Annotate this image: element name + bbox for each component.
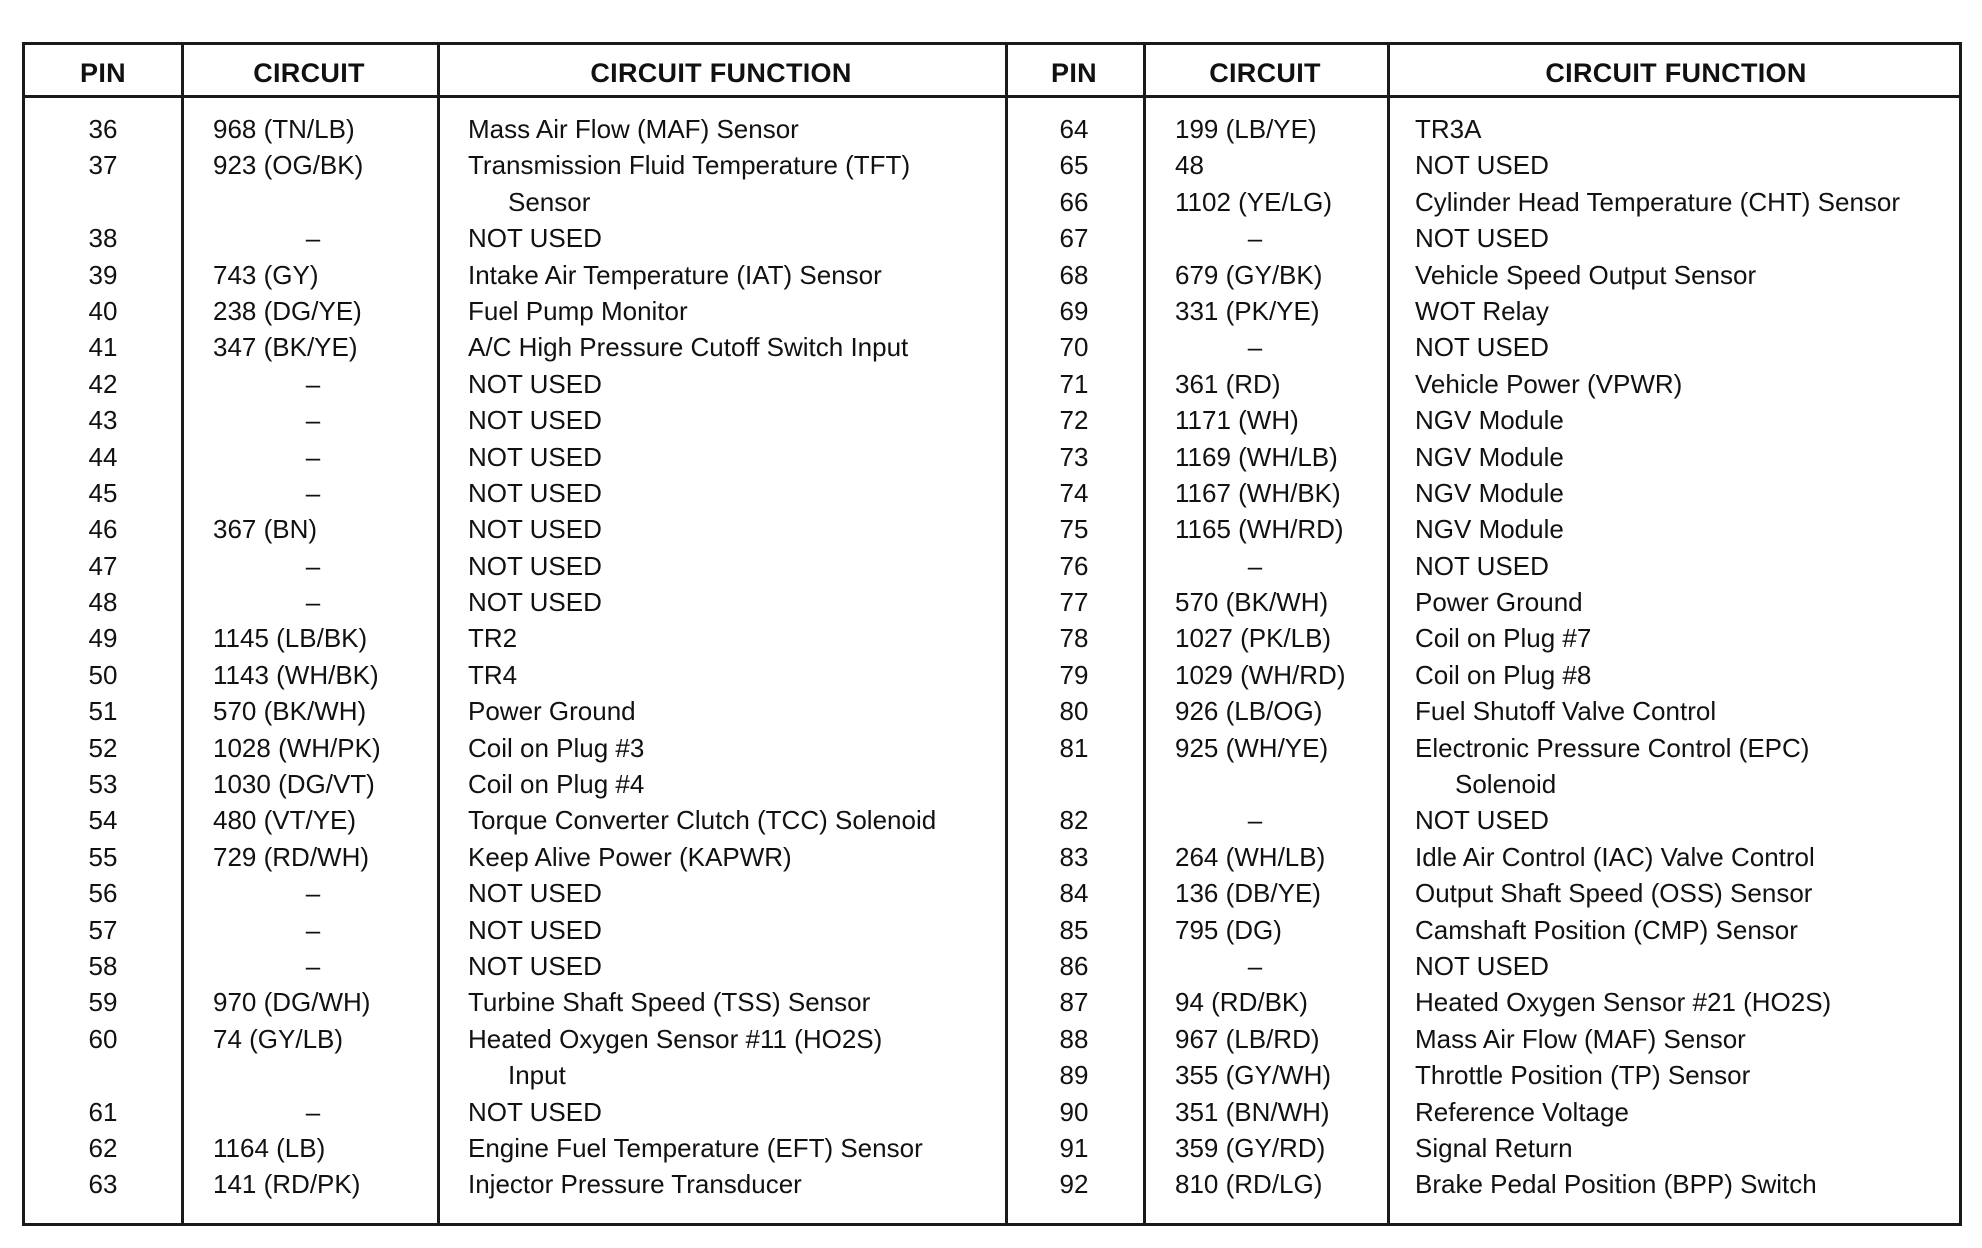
- table-row: [25, 548, 1005, 584]
- circuit-function: [1415, 184, 1900, 220]
- circuit-function-text: NOT USED: [468, 951, 602, 981]
- circuit-function-continuation: Sensor: [508, 186, 591, 217]
- circuit-function: [468, 1021, 882, 1094]
- table-row: [25, 839, 1005, 875]
- circuit-code: 923 (OG/BK): [213, 150, 364, 181]
- circuit-function: [1415, 329, 1549, 365]
- pin-number: 57: [88, 914, 118, 945]
- table-row: [1005, 620, 1965, 656]
- circuit-function: [1415, 984, 1831, 1020]
- pin-number: 72: [1059, 405, 1089, 436]
- table-row: [25, 475, 1005, 511]
- table-header: [25, 45, 1959, 95]
- table-row: [1005, 329, 1965, 365]
- table-row: [1005, 730, 1965, 803]
- left-column-body: [25, 111, 1005, 1203]
- circuit-code: 795 (DG): [1175, 914, 1282, 945]
- table-row: [1005, 475, 1965, 511]
- circuit-function: [468, 329, 908, 365]
- table-row: [25, 657, 1005, 693]
- circuit-function: [468, 984, 870, 1020]
- pin-number: 41: [88, 332, 118, 363]
- circuit-function: [1415, 657, 1591, 693]
- circuit-function-text: WOT Relay: [1415, 295, 1549, 326]
- circuit-function-text: NOT USED: [468, 405, 602, 436]
- table-row: [1005, 912, 1965, 948]
- circuit-function: [1415, 147, 1549, 183]
- pin-number: 70: [1059, 332, 1089, 363]
- circuit-code: 968 (TN/LB): [213, 114, 355, 144]
- circuit-code: 570 (BK/WH): [213, 696, 367, 727]
- circuit-function-text: Brake Pedal Position (BPP) Switch: [1415, 1169, 1817, 1200]
- table-row: [25, 766, 1005, 802]
- circuit-function-text: NGV Module: [1415, 477, 1564, 508]
- pin-number: 74: [1059, 477, 1089, 508]
- circuit-function: [468, 402, 602, 438]
- pin-number: 45: [88, 477, 118, 508]
- pin-circuit-table: [22, 42, 1962, 1226]
- circuit-code: 925 (WH/YE): [1175, 732, 1329, 763]
- circuit-code: 743 (GY): [213, 259, 319, 290]
- circuit-function-text: Output Shaft Speed (OSS) Sensor: [1415, 878, 1813, 909]
- circuit-code: 1028 (WH/PK): [213, 732, 381, 763]
- table-row: [25, 147, 1005, 220]
- pin-number: 73: [1059, 441, 1089, 472]
- circuit-function: [1415, 220, 1549, 256]
- circuit-code: 1027 (PK/LB): [1175, 623, 1332, 654]
- circuit-function: [1415, 257, 1756, 293]
- pin-number: 78: [1059, 623, 1089, 654]
- table-row: [25, 693, 1005, 729]
- table-row: [1005, 657, 1965, 693]
- circuit-code: 359 (GY/RD): [1175, 1132, 1326, 1163]
- circuit-function-text: NOT USED: [468, 1096, 602, 1127]
- circuit-code: 729 (RD/WH): [213, 841, 370, 872]
- circuit-function-text: NOT USED: [1415, 550, 1549, 581]
- header-circuit-right: CIRCUIT: [1209, 58, 1321, 88]
- circuit-code: 679 (GY/BK): [1175, 259, 1323, 290]
- circuit-function: [468, 293, 688, 329]
- table-row: [25, 111, 1005, 147]
- circuit-code: –: [305, 914, 321, 945]
- circuit-function-text: Throttle Position (TP) Sensor: [1415, 1060, 1751, 1091]
- pin-number: 67: [1059, 223, 1089, 254]
- pin-number: 51: [88, 696, 118, 727]
- pin-number: 66: [1059, 186, 1089, 217]
- pin-number: 71: [1059, 368, 1089, 399]
- circuit-code: 355 (GY/WH): [1175, 1060, 1332, 1091]
- table-row: [1005, 875, 1965, 911]
- circuit-code: 570 (BK/WH): [1175, 587, 1329, 618]
- table-row: [25, 366, 1005, 402]
- circuit-function: [1415, 912, 1798, 948]
- circuit-function: [1415, 111, 1481, 147]
- circuit-function-text: NOT USED: [468, 477, 602, 508]
- circuit-code: 361 (RD): [1175, 368, 1281, 399]
- table-row: [25, 912, 1005, 948]
- circuit-function: [1415, 475, 1564, 511]
- circuit-function: [1415, 511, 1564, 547]
- circuit-code: –: [305, 223, 321, 254]
- table-row: [1005, 184, 1965, 220]
- circuit-code: 1167 (WH/BK): [1175, 477, 1341, 508]
- pin-number: 84: [1059, 878, 1089, 909]
- circuit-code: 74 (GY/LB): [213, 1023, 344, 1054]
- circuit-function-text: Idle Air Control (IAC) Valve Control: [1415, 841, 1815, 872]
- circuit-function: [1415, 366, 1682, 402]
- circuit-function-text: NGV Module: [1415, 514, 1564, 545]
- table-row: [1005, 439, 1965, 475]
- circuit-function-text: NOT USED: [468, 368, 602, 399]
- pin-number: 42: [88, 368, 118, 399]
- table-row: [25, 329, 1005, 365]
- circuit-code: 48: [1175, 150, 1204, 181]
- circuit-function-text: NOT USED: [468, 878, 602, 909]
- circuit-function: [1415, 439, 1564, 475]
- circuit-function: [1415, 620, 1591, 656]
- pin-number: 58: [88, 951, 118, 981]
- pin-number: 38: [88, 223, 118, 254]
- circuit-code: 1143 (WH/BK): [213, 659, 379, 690]
- header-function-right: CIRCUIT FUNCTION: [1545, 58, 1807, 88]
- circuit-function: [468, 802, 936, 838]
- circuit-code: 1165 (WH/RD): [1175, 514, 1344, 545]
- circuit-function: [1415, 548, 1549, 584]
- header-pin-left: PIN: [80, 58, 126, 88]
- header-pin-right: PIN: [1051, 58, 1097, 88]
- pin-number: 90: [1059, 1096, 1089, 1127]
- circuit-code: 1030 (DG/VT): [213, 769, 375, 800]
- circuit-function: [1415, 584, 1583, 620]
- circuit-function: [468, 366, 602, 402]
- circuit-function: [1415, 948, 1549, 984]
- circuit-code: –: [305, 477, 321, 508]
- circuit-function: [1415, 730, 1809, 803]
- table-row: [1005, 1130, 1965, 1166]
- table-row: [1005, 511, 1965, 547]
- circuit-function-text: Engine Fuel Temperature (EFT) Sensor: [468, 1132, 923, 1163]
- pin-number: 76: [1059, 550, 1089, 581]
- pin-number: 75: [1059, 514, 1089, 545]
- circuit-function-text: Keep Alive Power (KAPWR): [468, 841, 792, 872]
- circuit-function: [468, 439, 602, 475]
- circuit-code: 1169 (WH/LB): [1175, 441, 1338, 472]
- circuit-function: [468, 147, 910, 220]
- pin-number: 77: [1059, 587, 1089, 618]
- circuit-function-text: Electronic Pressure Control (EPC): [1415, 732, 1810, 763]
- circuit-code: 331 (PK/YE): [1175, 295, 1320, 326]
- pin-number: 53: [88, 769, 118, 800]
- pin-number: 36: [88, 114, 118, 144]
- circuit-code: –: [1247, 951, 1263, 981]
- table-row: [25, 1021, 1005, 1094]
- right-column-body: [1005, 111, 1965, 1203]
- circuit-function: [468, 220, 602, 256]
- header-divider: [25, 95, 1959, 98]
- pin-number: 60: [88, 1023, 118, 1054]
- pin-number: 79: [1059, 659, 1089, 690]
- circuit-code: –: [305, 1096, 321, 1127]
- table-row: [25, 584, 1005, 620]
- circuit-function: [1415, 693, 1716, 729]
- circuit-function-text: Vehicle Power (VPWR): [1415, 368, 1683, 399]
- table-row: [1005, 220, 1965, 256]
- pin-number: 85: [1059, 914, 1089, 945]
- circuit-code: –: [305, 405, 321, 436]
- circuit-function-text: Intake Air Temperature (IAT) Sensor: [468, 259, 882, 290]
- circuit-code: –: [1247, 332, 1263, 363]
- circuit-function-text: TR3A: [1415, 114, 1482, 144]
- table-row: [1005, 984, 1965, 1020]
- circuit-code: –: [305, 587, 321, 618]
- circuit-code: –: [1247, 550, 1263, 581]
- pin-number: 69: [1059, 295, 1089, 326]
- circuit-function-text: Coil on Plug #3: [468, 732, 645, 763]
- pin-number: 40: [88, 295, 118, 326]
- pin-number: 63: [88, 1169, 118, 1200]
- table-row: [25, 220, 1005, 256]
- circuit-function: [468, 257, 882, 293]
- circuit-function-text: NOT USED: [468, 223, 602, 254]
- circuit-code: 347 (BK/YE): [213, 332, 358, 363]
- table-row: [25, 875, 1005, 911]
- circuit-function-text: Fuel Shutoff Valve Control: [1415, 696, 1717, 727]
- table-row: [1005, 366, 1965, 402]
- table-row: [1005, 1094, 1965, 1130]
- pin-number: 64: [1059, 114, 1089, 144]
- table-row: [1005, 948, 1965, 984]
- circuit-function: [468, 511, 602, 547]
- circuit-function-text: Injector Pressure Transducer: [468, 1169, 802, 1200]
- circuit-function: [468, 111, 799, 147]
- table-row: [25, 257, 1005, 293]
- header-function-left: CIRCUIT FUNCTION: [590, 58, 852, 88]
- circuit-code: 141 (RD/PK): [213, 1169, 361, 1200]
- circuit-code: 351 (BN/WH): [1175, 1096, 1330, 1127]
- pin-number: 83: [1059, 841, 1089, 872]
- pin-number: 91: [1059, 1132, 1089, 1163]
- pin-number: 44: [88, 441, 118, 472]
- circuit-function: [468, 875, 602, 911]
- circuit-function-text: A/C High Pressure Cutoff Switch Input: [468, 332, 909, 363]
- table-row: [1005, 293, 1965, 329]
- circuit-code: –: [1247, 223, 1263, 254]
- circuit-code: 1164 (LB): [213, 1132, 326, 1163]
- circuit-function-text: Mass Air Flow (MAF) Sensor: [468, 114, 799, 144]
- circuit-function: [1415, 1130, 1573, 1166]
- circuit-function-text: Transmission Fluid Temperature (TFT): [468, 150, 911, 181]
- pin-number: 81: [1059, 732, 1089, 763]
- pin-number: 49: [88, 623, 118, 654]
- circuit-function-continuation: Input: [508, 1060, 566, 1091]
- circuit-code: 810 (RD/LG): [1175, 1169, 1323, 1200]
- pin-number: 43: [88, 405, 118, 436]
- table-row: [1005, 1057, 1965, 1093]
- circuit-code: 199 (LB/YE): [1175, 114, 1317, 144]
- table-row: [25, 984, 1005, 1020]
- circuit-function: [1415, 839, 1815, 875]
- pin-number: 80: [1059, 696, 1089, 727]
- circuit-code: 367 (BN): [213, 514, 318, 545]
- circuit-function-text: NOT USED: [468, 550, 602, 581]
- circuit-function-text: NOT USED: [468, 587, 602, 618]
- circuit-function-text: Camshaft Position (CMP) Sensor: [1415, 914, 1798, 945]
- circuit-function-text: NOT USED: [1415, 223, 1549, 254]
- circuit-function-text: Torque Converter Clutch (TCC) Solenoid: [468, 805, 937, 836]
- circuit-function-text: Coil on Plug #8: [1415, 659, 1592, 690]
- circuit-function: [1415, 1057, 1750, 1093]
- circuit-function: [468, 1094, 602, 1130]
- circuit-code: 926 (LB/OG): [1175, 696, 1323, 727]
- circuit-code: 480 (VT/YE): [213, 805, 357, 836]
- circuit-function-text: NGV Module: [1415, 405, 1564, 436]
- table-row: [25, 948, 1005, 984]
- pin-number: 61: [88, 1096, 118, 1127]
- circuit-function-text: Mass Air Flow (MAF) Sensor: [1415, 1023, 1746, 1054]
- circuit-function-text: NGV Module: [1415, 441, 1564, 472]
- table-row: [1005, 147, 1965, 183]
- circuit-function-text: Coil on Plug #4: [468, 769, 645, 800]
- circuit-function: [468, 475, 602, 511]
- pin-number: 54: [88, 805, 118, 836]
- circuit-function-text: NOT USED: [468, 441, 602, 472]
- circuit-function: [1415, 1166, 1817, 1202]
- circuit-function: [468, 620, 517, 656]
- circuit-code: 1145 (LB/BK): [213, 623, 368, 654]
- circuit-function-text: Heated Oxygen Sensor #11 (HO2S): [468, 1023, 883, 1054]
- circuit-code: 967 (LB/RD): [1175, 1023, 1320, 1054]
- circuit-function-text: Reference Voltage: [1415, 1096, 1629, 1127]
- table-row: [25, 402, 1005, 438]
- pin-number: 82: [1059, 805, 1089, 836]
- pin-number: 46: [88, 514, 118, 545]
- table-row: [25, 1094, 1005, 1130]
- table-row: [25, 1130, 1005, 1166]
- circuit-function-text: NOT USED: [1415, 951, 1549, 981]
- table-row: [25, 511, 1005, 547]
- pin-number: 68: [1059, 259, 1089, 290]
- pin-number: 50: [88, 659, 118, 690]
- circuit-function-text: Power Ground: [468, 696, 636, 727]
- pin-number: 52: [88, 732, 118, 763]
- circuit-code: 1171 (WH): [1175, 405, 1299, 436]
- pin-number: 39: [88, 259, 118, 290]
- circuit-function-text: TR2: [468, 623, 518, 654]
- circuit-function: [468, 693, 636, 729]
- circuit-function-text: Fuel Pump Monitor: [468, 295, 688, 326]
- circuit-function: [468, 1166, 802, 1202]
- circuit-code: 94 (RD/BK): [1175, 987, 1308, 1018]
- table-row: [25, 620, 1005, 656]
- header-circuit-left: CIRCUIT: [253, 58, 365, 88]
- circuit-code: –: [305, 441, 321, 472]
- circuit-function-text: NOT USED: [468, 914, 602, 945]
- pin-number: 37: [88, 150, 118, 181]
- circuit-code: –: [305, 368, 321, 399]
- circuit-code: 1102 (YE/LG): [1175, 186, 1333, 217]
- table-row: [1005, 1166, 1965, 1202]
- circuit-function-text: Coil on Plug #7: [1415, 623, 1592, 654]
- circuit-function: [1415, 1021, 1746, 1057]
- pin-number: 88: [1059, 1023, 1089, 1054]
- circuit-function: [1415, 875, 1812, 911]
- table-row: [1005, 802, 1965, 838]
- table-row: [1005, 839, 1965, 875]
- pin-number: 48: [88, 587, 118, 618]
- pin-number: 59: [88, 987, 118, 1018]
- circuit-code: –: [305, 951, 321, 981]
- pin-number: 56: [88, 878, 118, 909]
- table-row: [25, 439, 1005, 475]
- circuit-function-text: NOT USED: [1415, 332, 1549, 363]
- table-row: [25, 802, 1005, 838]
- circuit-function: [468, 948, 602, 984]
- pin-number: 89: [1059, 1060, 1089, 1091]
- circuit-function: [1415, 802, 1549, 838]
- pin-number: 65: [1059, 150, 1089, 181]
- pin-number: 86: [1059, 951, 1089, 981]
- circuit-function: [468, 766, 644, 802]
- circuit-function-text: NOT USED: [468, 514, 602, 545]
- circuit-code: –: [305, 878, 321, 909]
- circuit-function-text: Heated Oxygen Sensor #21 (HO2S): [1415, 987, 1832, 1018]
- table-row: [25, 730, 1005, 766]
- circuit-code: 1029 (WH/RD): [1175, 659, 1346, 690]
- circuit-function-text: Vehicle Speed Output Sensor: [1415, 259, 1757, 290]
- table-row: [1005, 584, 1965, 620]
- circuit-function: [468, 912, 602, 948]
- circuit-function: [1415, 402, 1564, 438]
- circuit-function: [468, 657, 517, 693]
- table-row: [1005, 693, 1965, 729]
- pin-number: 87: [1059, 987, 1089, 1018]
- circuit-function: [468, 1130, 923, 1166]
- circuit-code: 970 (DG/WH): [213, 987, 371, 1018]
- circuit-code: 136 (DB/YE): [1175, 878, 1321, 909]
- pin-number: 62: [88, 1132, 118, 1163]
- pin-number: 92: [1059, 1169, 1089, 1200]
- pin-number: 47: [88, 550, 118, 581]
- table-row: [1005, 111, 1965, 147]
- circuit-function-text: Power Ground: [1415, 587, 1583, 618]
- circuit-function-text: Signal Return: [1415, 1132, 1573, 1163]
- circuit-code: –: [305, 550, 321, 581]
- pin-number: 55: [88, 841, 118, 872]
- circuit-function: [1415, 293, 1549, 329]
- table-row: [1005, 402, 1965, 438]
- circuit-function: [468, 548, 602, 584]
- circuit-function-text: Turbine Shaft Speed (TSS) Sensor: [468, 987, 871, 1018]
- circuit-function-text: TR4: [468, 659, 518, 690]
- circuit-function-text: NOT USED: [1415, 805, 1549, 836]
- circuit-function: [468, 839, 792, 875]
- circuit-function: [1415, 1094, 1629, 1130]
- circuit-function: [468, 730, 644, 766]
- table-row: [1005, 548, 1965, 584]
- table-row: [25, 293, 1005, 329]
- circuit-code: 238 (DG/YE): [213, 295, 362, 326]
- table-row: [1005, 1021, 1965, 1057]
- table-row: [25, 1166, 1005, 1202]
- circuit-function-text: Cylinder Head Temperature (CHT) Sensor: [1415, 186, 1901, 217]
- circuit-function-continuation: Solenoid: [1455, 769, 1557, 800]
- circuit-code: 264 (WH/LB): [1175, 841, 1326, 872]
- circuit-code: –: [1247, 805, 1263, 836]
- table-row: [1005, 257, 1965, 293]
- circuit-function: [468, 584, 602, 620]
- circuit-function-text: NOT USED: [1415, 150, 1549, 181]
